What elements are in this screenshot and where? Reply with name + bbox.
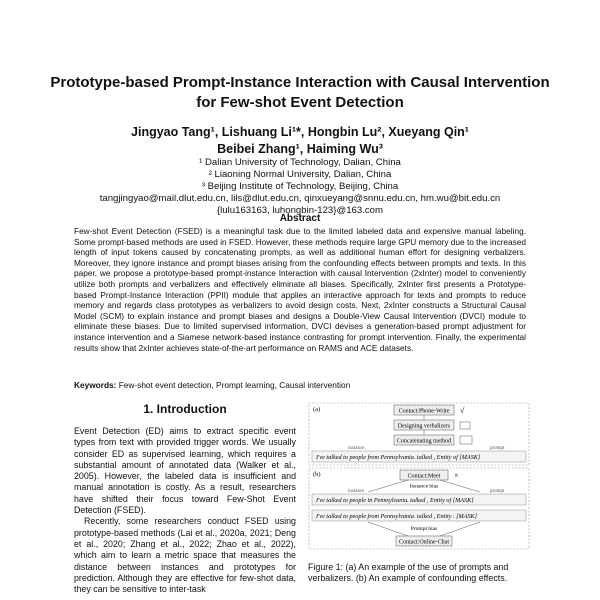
- affiliation-2: ² Liaoning Normal University, Dalian, China: [208, 169, 392, 180]
- figure-1-diagram: [308, 402, 530, 550]
- instance-bias-line-right: [440, 480, 480, 492]
- keywords-label: Keywords:: [74, 380, 117, 390]
- panel-b-label: (b): [313, 471, 321, 478]
- panel-b-prompt-tag: prompt: [490, 489, 505, 494]
- introduction-text: [74, 426, 296, 595]
- panel-b-sentence-2: I've talked to people from Pennsylvania. talked , Entity . [MASK]: [316, 513, 478, 520]
- panel-b-sentence-1: I've talked to people in Pennsylvania. talked , Entity of [MASK]: [316, 497, 474, 504]
- panel-a-instance-tag: instance: [348, 446, 365, 451]
- panel-b-instance-tag: instance: [348, 489, 365, 494]
- affiliation-3: ³ Beijing Institute of Technology, Beijing, China: [201, 181, 399, 192]
- figure-1-caption: Figure 1: (a) An example of the use of prompts and verbalizers. (b) An example of confounding effects.: [308, 562, 509, 584]
- keywords-text: Few-shot event detection, Prompt learning, Causal intervention: [118, 380, 351, 390]
- author-emails-2: {lulu163163, luhongbin-123}@163.com: [216, 205, 384, 216]
- section-heading-introduction: 1. Introduction: [143, 402, 227, 416]
- designing-verbalizers-label: Designing verbalizers: [397, 423, 451, 430]
- instance-bias-line-left: [368, 480, 408, 492]
- affiliation-1: ¹ Dalian University of Technology, Dalian, China: [199, 157, 401, 168]
- intro-paragraph-2: Recently, some researchers conduct FSED using prototype-based methods (Lai et al., 2020a, 2021; Deng et al., 2020; Zhang et al., 2022; Zhao et al., 2022), which aim to learn a metric space that measures the distance between instances and prototypes for prediction. Although they are effective for few-shot data, they can be sensitive to inter-task: [74, 516, 296, 595]
- instance-bias-label: Instance bias: [409, 483, 439, 490]
- contact-online-chat-label: Contact:Online-Chat: [399, 539, 449, 546]
- concat-token-box: [460, 436, 472, 444]
- abstract-body: Few-shot Event Detection (FSED) is a meaningful task due to the limited labeled data and expensive manual labeling. Some prompt-based methods are used in FSED. However, these methods require large GPU memory due to the increased length of input tokens caused by concatenating prompts, as well as additional human effort for designing verbalizers. Moreover, they ignore instance and prompt biases arising from the confounding effects between prompts and texts. In this paper, we propose a prototype-based prompt-instance Interaction with causal Intervention (2xInter) model to conveniently utilize both prompts and verbalizers and effectively eliminate all biases. Specifically, 2xInter first presents a Prototype-based Prompt-Instance Interaction (PPII) module that applies an interactive approach for texts and prompts to reduce memory and regards class prototypes as verbalizers to avoid design costs. Next, 2xInter constructs a Structural Causal Model (SCM) to explain instance and prompt biases and designs a Double-View Causal Intervention (DVCI) module to eliminate these biases. Due to limited supervised information, DVCI devises a generation-based prompt adjustment for instance intervention and a Siamese network-based instance contrasting for prompt intervention. Finally, the experimental results show that 2xInter achieves state-of-the-art performance on RAMS and ACE datasets.: [74, 226, 526, 353]
- prompt-bias-line-right: [440, 522, 480, 536]
- contact-meet-label: Contact:Meet: [407, 473, 441, 480]
- paper-title: Prototype-based Prompt-Instance Interaction with Causal Intervention for Few-shot Event Detection: [50, 74, 550, 111]
- panel-a-label: (a): [313, 406, 321, 413]
- panel-a-sentence: I've talked to people from Pennsylvania. talked , Entity of [MASK]: [316, 454, 481, 461]
- concatenating-method-label: Concatenating method: [396, 438, 452, 445]
- authors-line-1: Jingyao Tang¹, Lishuang Li¹*, Hongbin Lu², Xueyang Qin¹: [131, 125, 469, 139]
- author-emails: tangjingyao@mail.dlut.edu.cn, lils@dlut.edu.cn, qinxueyang@snnu.edu.cn, hm.wu@bit.edu.cn: [99, 193, 501, 204]
- abstract-heading: Abstract: [279, 213, 321, 224]
- prompt-bias-label: Prompt bias: [410, 526, 438, 532]
- contact-phone-write-label: Contact:Phone-Write: [398, 408, 450, 415]
- prompt-bias-line-left: [368, 522, 408, 536]
- intro-paragraph-1: Event Detection (ED) aims to extract specific event types from text with provided trigger words. We usually consider ED as supervised learning, which requires a substantial amount of annotated data (Walker et al., 2005). However, the labeled data is insufficient and manual annotation is costly. As a result, researchers have shifted their focus toward Few-Shot Event Detection (FSED).: [74, 426, 296, 516]
- check-mark: √: [460, 406, 465, 415]
- authors-line-2: Beibei Zhang¹, Haiming Wu³: [217, 142, 383, 156]
- panel-a-prompt-tag: prompt: [490, 446, 505, 451]
- affiliations: [60, 157, 540, 217]
- verbalizer-token-box: [460, 422, 470, 429]
- cross-mark: ×: [454, 471, 459, 480]
- keywords-line: [74, 380, 526, 390]
- figure-1: [308, 402, 530, 550]
- author-list: [60, 124, 540, 158]
